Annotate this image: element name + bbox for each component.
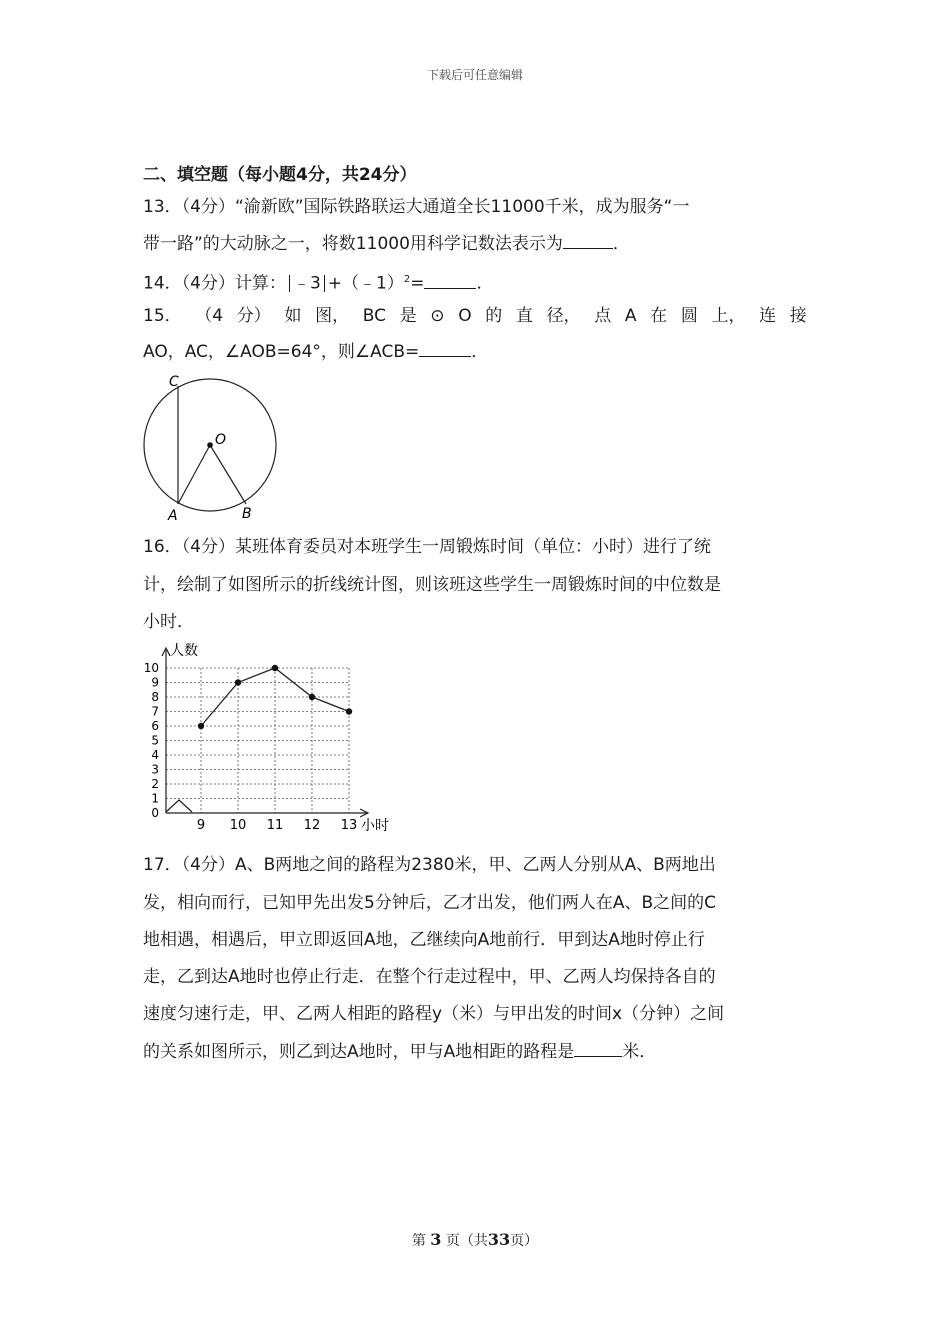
q14-answer-blank: [424, 273, 476, 289]
q15-line-2-text: AO，AC，∠AOB=64°，则∠ACB=: [143, 342, 420, 362]
q17-line-6-text: 的关系如图所示，则乙到达A地时，甲与A地相距的路程是: [143, 1042, 575, 1062]
q15-part: 上，: [711, 306, 746, 326]
q17-end: 米．: [622, 1042, 657, 1062]
segment-ao: [178, 445, 210, 504]
data-point: [235, 679, 241, 685]
q17-line-4: 走，乙到达A地时也停止行走．在整个行走过程中，甲、乙两人均保持各自的: [143, 967, 716, 987]
q13-line-2: [143, 233, 630, 255]
q14-mid: +（﹣1）: [327, 273, 404, 294]
q13-answer-blank: [563, 233, 613, 249]
q14-exponent: 2: [403, 274, 411, 285]
q15-end: ．: [471, 342, 489, 362]
abs-bar-left: [289, 275, 290, 292]
line-chart: [140, 636, 400, 841]
q15-part: 在: [650, 306, 668, 326]
footer-prefix: 第: [411, 1233, 426, 1249]
q14-suffix: =: [410, 273, 425, 294]
q15-part: 接: [789, 306, 807, 326]
q15-line-2: [143, 341, 488, 363]
q17-line-2: 发，相向而行，已知甲先出发5分钟后，乙才出发，他们两人在A、B之间的C: [143, 893, 716, 913]
y-tick-label: 3: [151, 762, 159, 777]
y-tick-label: 0: [151, 806, 159, 820]
q15-part: 直: [515, 306, 533, 326]
q14-line: [143, 269, 493, 295]
chart-y-axis-label: 人数: [170, 643, 198, 659]
footer-middle: 页（共: [445, 1233, 488, 1249]
q15-part: （4: [195, 306, 224, 326]
q17-line-1: 17．（4分）A、B两地之间的路程为2380米，甲、乙两人分别从A、B两地出: [143, 855, 716, 875]
q15-part: 是: [399, 306, 417, 326]
label-a: A: [168, 508, 178, 524]
y-tick-label: 1: [151, 791, 159, 806]
data-point: [346, 708, 352, 714]
chart-grid: [166, 668, 350, 813]
q14-abs-content: ﹣3: [292, 273, 321, 294]
x-tick-label: 12: [303, 818, 321, 833]
q15-part: 的: [485, 306, 503, 326]
page-header-note: 下载后可任意编辑: [426, 68, 523, 82]
q15-part: A: [624, 306, 637, 326]
q14-end: ．: [476, 273, 494, 294]
page-footer: [0, 1230, 950, 1250]
q15-part: 15．: [143, 306, 182, 326]
q15-part: ⊙: [430, 306, 445, 326]
circle-figure: [138, 370, 283, 525]
q17-answer-blank: [574, 1041, 622, 1057]
y-tick-label: 9: [151, 675, 159, 690]
x-tick-label: 9: [196, 818, 206, 833]
q13-line-1: 13．（4分）“渝新欧”国际铁路联运大通道全长11000千米，成为服务“一: [143, 197, 690, 217]
label-o: O: [215, 432, 227, 448]
q17-line-3: 地相遇，相遇后，甲立即返回A地，乙继续向A地前行．甲到达A地时停止行: [143, 930, 705, 950]
q13-end: ．: [612, 234, 630, 254]
q15-answer-blank: [419, 341, 471, 357]
q15-part: BC: [362, 306, 386, 326]
q15-line-1: [143, 305, 807, 327]
y-tick-label: 4: [151, 748, 159, 762]
q17-line-5: 速度匀速行走，甲、乙两人相距的路程y（米）与甲出发的时间x（分钟）之间: [143, 1004, 725, 1024]
q15-part: 连: [759, 306, 777, 326]
chart-axes: [162, 648, 368, 817]
footer-total-pages: 33: [487, 1230, 511, 1249]
x-tick-label: 11: [266, 818, 284, 833]
y-tick-label: 7: [151, 704, 159, 719]
chart-x-tick-labels: [197, 818, 357, 833]
x-tick-label: 13: [340, 818, 358, 833]
y-tick-label: 2: [151, 777, 159, 791]
axis-break-mark: [166, 800, 192, 812]
center-point-o: [207, 442, 213, 448]
y-tick-label: 8: [151, 690, 159, 704]
y-tick-label: 6: [151, 719, 159, 733]
data-point: [198, 723, 204, 729]
section-title: 二、填空题（每小题4分，共24分）: [143, 165, 417, 185]
segment-ob: [210, 445, 246, 504]
q15-part: 径，: [546, 306, 581, 326]
x-tick-label: 10: [229, 818, 247, 833]
data-point: [272, 665, 278, 671]
q15-part: 分）: [236, 306, 271, 326]
label-c: C: [169, 374, 179, 390]
chart-x-axis-label: 小时: [361, 818, 389, 834]
data-point: [309, 694, 315, 700]
q17-line-6: [143, 1041, 656, 1063]
q14-prefix: 14．（4分）计算：: [143, 273, 286, 294]
abs-bar-right: [324, 275, 325, 292]
q16-line-2: 计，绘制了如图所示的折线统计图，则该班这些学生一周锻炼时间的中位数是: [143, 575, 721, 595]
chart-y-tick-labels: [144, 661, 159, 820]
q16-line-3: 小时．: [143, 612, 194, 632]
y-tick-label: 10: [143, 661, 159, 675]
q15-part: 点: [594, 306, 612, 326]
q16-line-1: 16．（4分）某班体育委员对本班学生一周锻炼时间（单位：小时）进行了统: [143, 537, 711, 557]
q15-part: O: [458, 306, 472, 326]
q15-part: 圆: [680, 306, 698, 326]
q13-line-2-text: 带一路”的大动脉之一，将数11000用科学记数法表示为: [143, 234, 563, 254]
q15-part: 图，: [315, 306, 350, 326]
footer-suffix: 页）: [510, 1233, 539, 1249]
q15-part: 如: [284, 306, 302, 326]
footer-page-number: 3: [430, 1230, 442, 1249]
label-b: B: [242, 506, 252, 522]
y-tick-label: 5: [151, 733, 159, 748]
